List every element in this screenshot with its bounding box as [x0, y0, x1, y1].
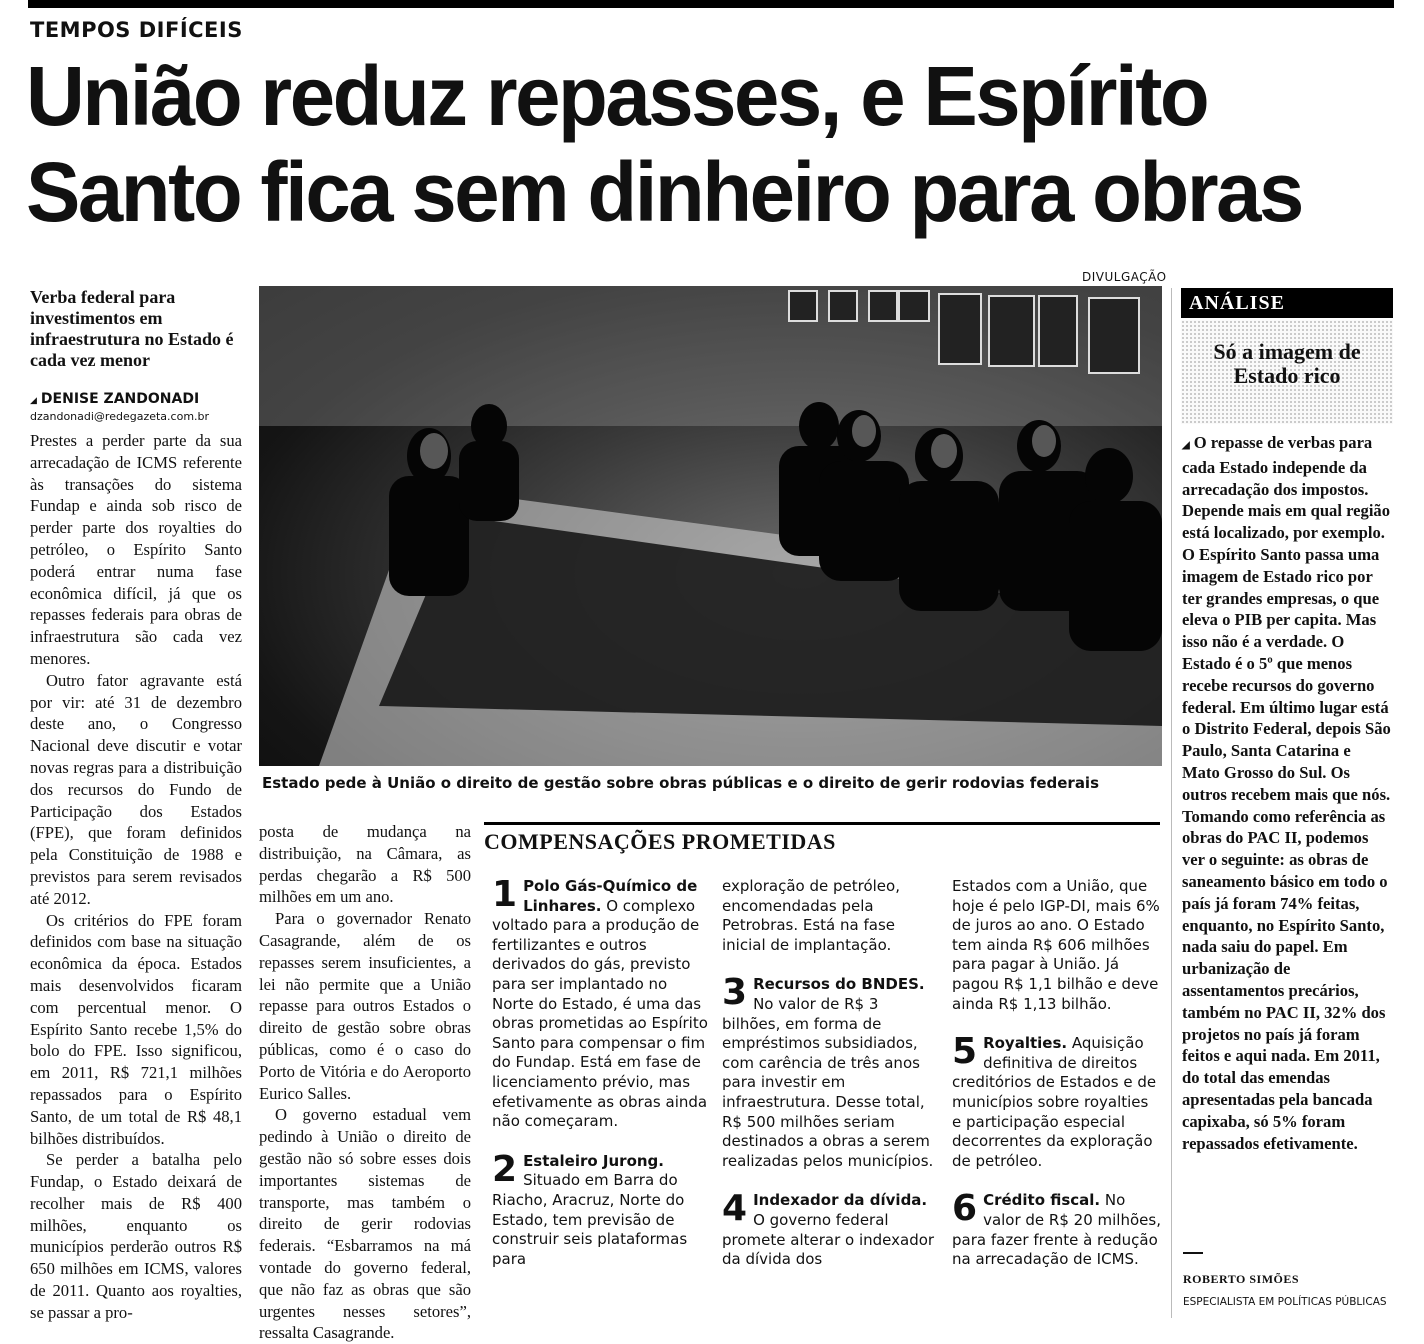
headline-line-2: Santo fica sem dinheiro para obras: [26, 145, 1302, 239]
item-text: O complexo voltado para a produção de fertilizantes e outros derivados do gás, previsto para ser implantado no Norte do Estado, é uma das obras prometidas ao Espírito Santo para compensar o fim do Fundap. Está em fase de licenciamento prévio, mas efetivamente as obras ainda não começaram.: [492, 896, 708, 1131]
byline: [30, 391, 199, 407]
analise-label: ANÁLISE: [1181, 288, 1393, 318]
list-item: [722, 972, 940, 1171]
meeting-photo: [259, 286, 1162, 766]
paragraph: Para o governador Renato Casagrande, além de os repasses serem insuficientes, a lei não permite que a União repasse para outros Estados o direito de gestão sobre obras públicas, como é o caso do Porto de Vitória e do Aeroporto Eurico Salles.: [259, 909, 471, 1103]
item-text: Aquisição definitiva de direitos creditórios de Estados e de municípios sobre royalties e participação especial decorrentes da exploração de petróleo.: [952, 1034, 1157, 1170]
article-column-1: [30, 430, 242, 1324]
article-column-2: [259, 821, 471, 1344]
kicker: TEMPOS DIFÍCEIS: [30, 18, 243, 42]
analise-title: Só a imagem de Estado rico: [1181, 320, 1393, 424]
paragraph: Se perder a batalha pelo Fundap, o Estado deixará de recolher mais de R$ 400 milhões, enquanto os municípios perderão outros R$ 650 milhões em ICMS, valores de 2011. Quanto aos royalties, se passar a pro-: [30, 1150, 242, 1322]
column-divider: [1171, 288, 1172, 1318]
compensacoes-column-3: [952, 877, 1162, 1290]
item-text: No valor de R$ 20 milhões, para fazer frente à redução na arrecadação de ICMS.: [952, 1191, 1161, 1269]
list-item: [952, 1188, 1162, 1269]
item-number: 4: [722, 1188, 748, 1230]
analise-body: [1182, 432, 1392, 1154]
item-number: 6: [952, 1188, 978, 1230]
item-text: exploração de petróleo, encomendadas pela Petrobras. Está na fase inicial de implantação.: [722, 877, 900, 954]
byline-triangle-icon: ◢: [30, 396, 37, 406]
item-number: 1: [492, 874, 518, 915]
item-text: Situado em Barra do Riacho, Aracruz, Norte do Estado, tem previsão de construir seis plataformas para: [492, 1171, 688, 1268]
compensacoes-column-2: [722, 877, 940, 1290]
paragraph: Os critérios do FPE foram definidos com base na situação econômica da época. Estados mais desenvolvidos ficaram com percentual menor. O Espírito Santo recebe 1,5% do bolo do FPE. Isso significou, em 2011, R$ 721,1 milhões repassados para o Espírito Santo, de um total de R$ 48,1 bilhões distribuídos.: [30, 910, 242, 1148]
analise-author: ROBERTO SIMÕES: [1183, 1272, 1300, 1286]
item-title: Royalties.: [983, 1034, 1068, 1053]
item-text: O governo federal promete alterar o indexador da dívida dos: [722, 1210, 935, 1269]
list-item: [492, 1148, 710, 1270]
signature-dash: [1183, 1252, 1203, 1254]
compensacoes-title: COMPENSAÇÕES PROMETIDAS: [484, 822, 1160, 855]
photo-credit: DIVULGAÇÃO: [1082, 270, 1167, 284]
analise-author-role: ESPECIALISTA EM POLÍTICAS PÚBLICAS: [1183, 1296, 1387, 1308]
list-item: [952, 877, 1162, 1014]
item-title: Polo Gás-Químico de Linhares.: [523, 877, 698, 915]
headline: [26, 48, 1360, 240]
author-email: dzandonadi@redegazeta.com.br: [30, 410, 210, 423]
top-rule: [28, 0, 1394, 8]
list-item: [722, 1188, 940, 1269]
item-number: 2: [492, 1148, 518, 1190]
meeting-photo-illustration: [259, 286, 1162, 766]
item-number: 5: [952, 1031, 978, 1073]
item-title: Crédito fiscal.: [983, 1191, 1101, 1210]
subhead: Verba federal para investimentos em infraestrutura no Estado é cada vez menor: [30, 287, 234, 370]
author-name: DENISE ZANDONADI: [40, 391, 200, 407]
item-text: No valor de R$ 3 bilhões, em forma de empréstimos subsidiados, com carência de três anos para investir em infraestrutura. Desse total, R$ 500 milhões seriam destinados a obras a serem realizadas pelos municípios.: [722, 994, 934, 1170]
item-title: Estaleiro Jurong.: [523, 1151, 664, 1170]
analise-triangle-icon: ◢: [1182, 440, 1190, 451]
headline-line-1: União reduz repasses, e Espírito: [26, 49, 1208, 143]
item-number: 3: [722, 972, 748, 1014]
paragraph: posta de mudança na distribuição, na Câmara, as perdas chegarão a R$ 500 milhões em um ano.: [259, 822, 471, 907]
list-item: [722, 877, 940, 955]
item-title: Recursos do BNDES.: [753, 975, 925, 994]
paragraph: O governo estadual vem pedindo à União o direito de gestão não só sobre esses dois importantes sistemas de transporte, mas também o direito de gerir rodovias federais. “Esbarramos na má vontade do governo federal, que não faz as obras que são urgentes nesses setores”, ressalta Casagrande.: [259, 1105, 471, 1343]
compensacoes-column-1: [492, 874, 710, 1289]
paragraph: Prestes a perder parte da sua arrecadação de ICMS referente às transações do sistema Fundap e ainda sob risco de perder parte dos royalties do petróleo, o Espírito Santo poderá entrar numa fase econômica difícil, já que os repasses federais para obras de infraestrutura são cada vez menores.: [30, 431, 242, 668]
list-item: [952, 1031, 1162, 1171]
item-title: Indexador da dívida.: [753, 1191, 928, 1210]
photo-caption: Estado pede à União o direito de gestão sobre obras públicas e o direito de gerir rodovias federais: [262, 774, 1100, 792]
analise-text: O repasse de verbas para cada Estado independe da arrecadação dos impostos. Depende mais em qual região está localizado, por exemplo. O Espírito Santo passa uma imagem de Estado rico por ter grandes empresas, o que eleva o PIB per capita. Mas isso não é a verdade. O Estado é o 5º que menos recebe recursos do governo federal. Em último lugar está o Distrito Federal, depois São Paulo, Santa Catarina e Mato Grosso do Sul. Os outros recebem mais que nós. Tomando como referência as obras do PAC II, podemos ver o seguinte: as obras de saneamento básico em todo o país já foram 74% feitas, enquanto, no Espírito Santo, nada saiu do papel. Em urbanização de assentamentos precários, também no PAC II, 32% dos projetos no país já foram feitos e aqui nada. Em 2011, do total das emendas apresentadas pela bancada capixaba, só 5% foram repassados efetivamente.: [1182, 433, 1391, 1153]
list-item: [492, 874, 710, 1132]
paragraph: Outro fator agravante está por vir: até 31 de dezembro deste ano, o Congresso Nacional deve discutir e votar novas regras para a distribuição dos recursos do Fundo de Participação dos Estados (FPE), que foram definidos pela Constituição de 1988 e previstos para serem revisados até 2012.: [30, 670, 242, 908]
item-text: Estados com a União, que hoje é pelo IGP-DI, mais 6% de juros ao ano. O Estado tem ainda R$ 606 milhões para pagar à União. Já pagou R$ 1,1 bilhão e deve ainda R$ 1,13 bilhão.: [952, 877, 1160, 1013]
